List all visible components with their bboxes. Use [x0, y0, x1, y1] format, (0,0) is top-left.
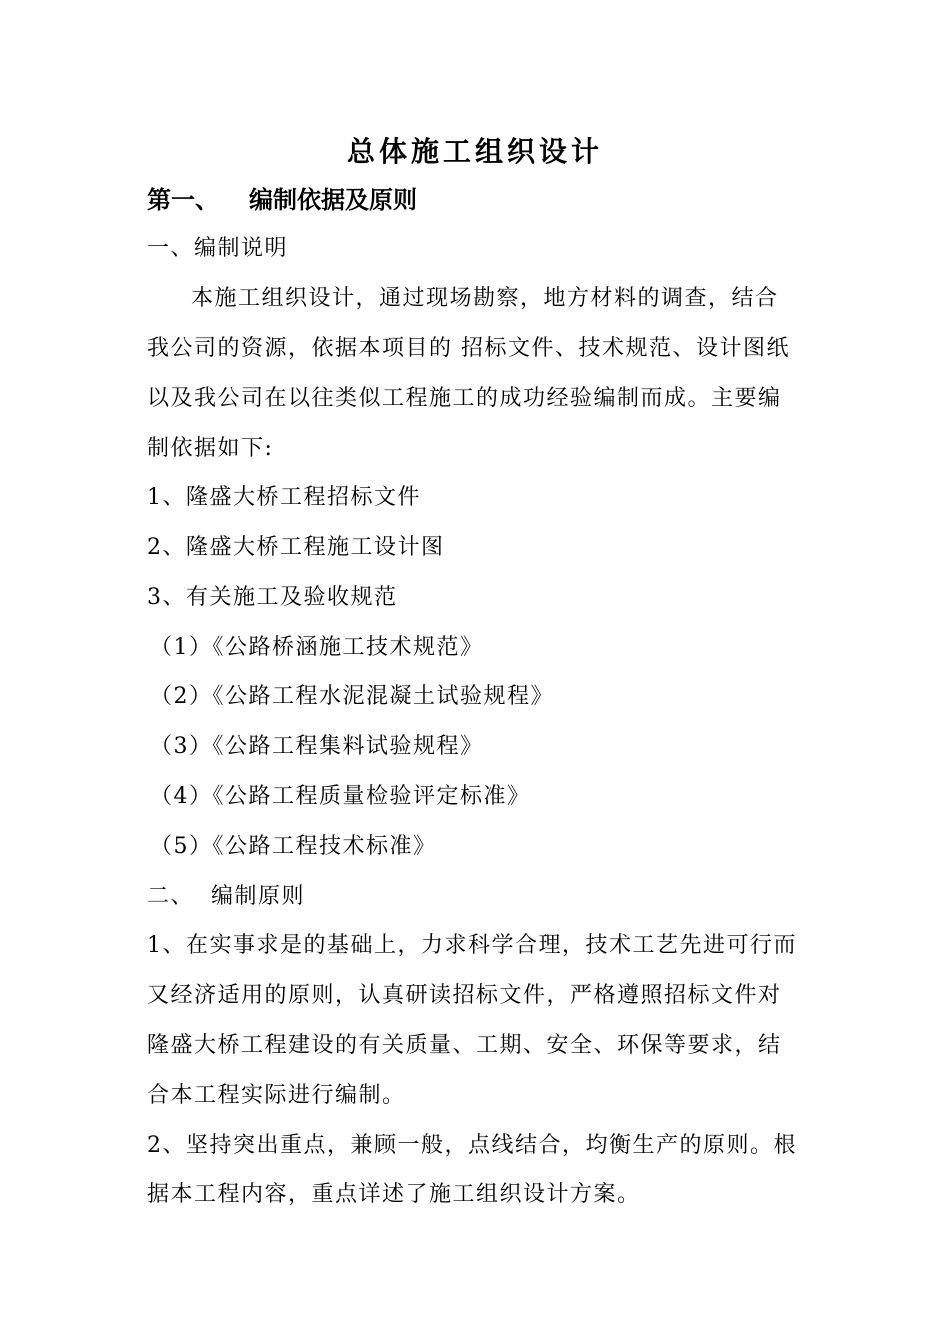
list-item: 2、隆盛大桥工程施工设计图	[147, 535, 445, 560]
spec-item: （1）《公路桥涵施工技术规范》	[150, 635, 484, 660]
chapter-heading	[147, 180, 417, 220]
paragraph-line: 2、坚持突出重点，兼顾一般，点线结合，均衡生产的原则。根	[147, 1133, 797, 1158]
chapter-title: 编制依据及原则	[249, 185, 417, 214]
paragraph-line: 隆盛大桥工程建设的有关质量、工期、安全、环保等要求，结	[147, 1033, 782, 1058]
paragraph-line: 以及我公司在以往类似工程施工的成功经验编制而成。主要编	[147, 386, 782, 411]
spec-item: （3）《公路工程集料试验规程》	[150, 734, 484, 759]
spec-item: （5）《公路工程技术标准》	[150, 834, 437, 859]
paragraph-line: 据本工程内容，重点详述了施工组织设计方案。	[147, 1182, 641, 1207]
spec-item: （4）《公路工程质量检验评定标准》	[150, 784, 531, 809]
list-item: 3、有关施工及验收规范	[147, 585, 398, 610]
spec-item: （2）《公路工程水泥混凝土试验规程》	[150, 684, 554, 709]
section-heading-explanation: 一、编制说明	[147, 236, 289, 261]
document-title: 总体施工组织设计	[346, 135, 603, 168]
paragraph-line: 又经济适用的原则，认真研读招标文件，严格遵照招标文件对	[147, 983, 782, 1008]
paragraph-line: 制依据如下:	[147, 436, 274, 461]
paragraph-line: 合本工程实际进行编制。	[147, 1083, 406, 1108]
paragraph-line: 1、在实事求是的基础上，力求科学合理，技术工艺先进可行而	[147, 933, 797, 958]
section-heading-principles: 二、 编制原则	[147, 884, 305, 909]
paragraph-line: 本施工组织设计，通过现场勘察，地方材料的调查，结合	[191, 286, 779, 311]
paragraph-line: 我公司的资源，依据本项目的 招标文件、技术规范、设计图纸	[147, 336, 790, 361]
list-item: 1、隆盛大桥工程招标文件	[147, 485, 421, 510]
chapter-number: 第一、	[147, 185, 219, 214]
